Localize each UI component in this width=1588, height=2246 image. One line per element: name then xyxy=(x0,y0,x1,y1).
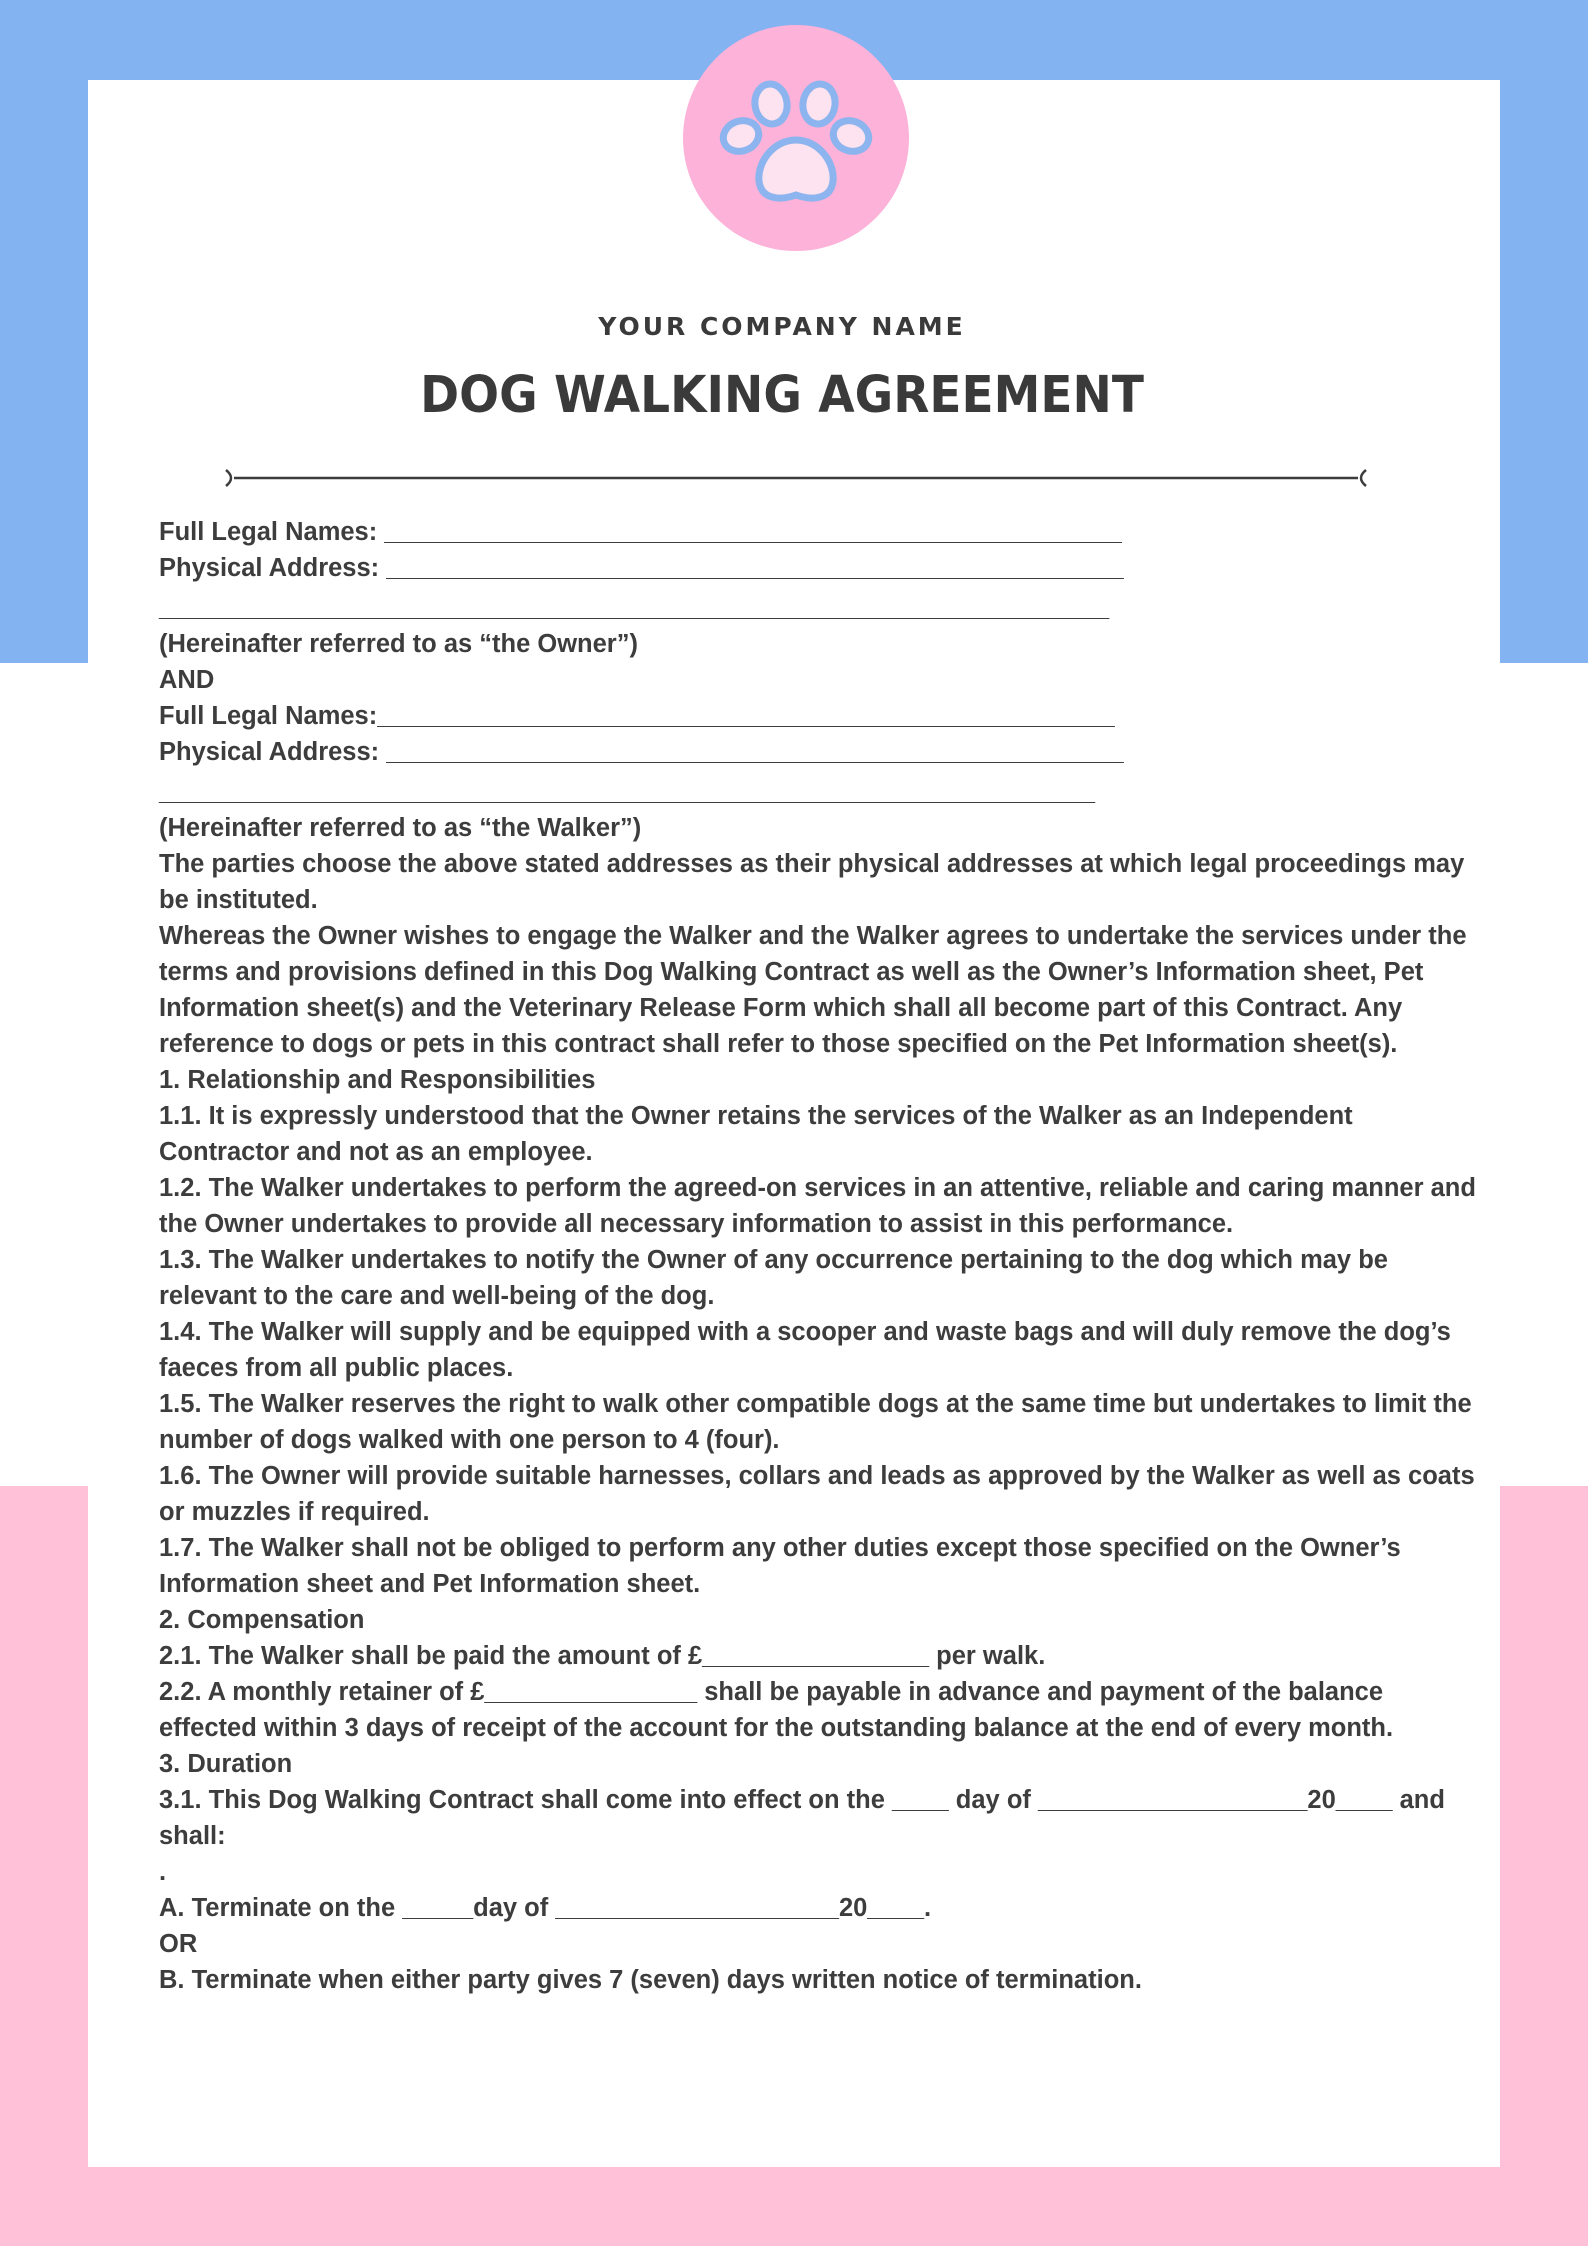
clause-1-3: 1.3. The Walker undertakes to notify the Owner of any occurrence pertaining to the dog which may be relevant to the care and well-being of the dog. xyxy=(159,1246,1388,1310)
clause-1-7: 1.7. The Walker shall not be obliged to perform any other duties except those specified on the Owner’s Information sheet and Pet Information sheet. xyxy=(159,1534,1401,1598)
section-3-heading: 3. Duration xyxy=(159,1750,293,1778)
walker-address-blank: __________________________________________________________________ xyxy=(159,778,1096,806)
clause-2-2: 2.2. A monthly retainer of £_______________ shall be payable in advance and payment of the balance effected within 3 days of receipt of the account for the outstanding balance at the end of every month. xyxy=(159,1678,1394,1742)
agreement-body xyxy=(159,514,1477,1998)
owner-address-line: Physical Address: ____________________________________________________ xyxy=(159,554,1124,582)
clause-1-5: 1.5. The Walker reserves the right to walk other compatible dogs at the same time but undertakes to limit the number of dogs walked with one person to 4 (four). xyxy=(159,1390,1472,1454)
owner-names-line: Full Legal Names: ____________________________________________________ xyxy=(159,518,1122,546)
or-label: OR xyxy=(159,1930,198,1958)
section-2-heading: 2. Compensation xyxy=(159,1606,365,1634)
paw-print-icon xyxy=(683,25,909,251)
decorative-divider xyxy=(222,466,1370,490)
clause-2-1: 2.1. The Walker shall be paid the amount of £________________ per walk. xyxy=(159,1642,1046,1670)
owner-address-blank: ___________________________________________________________________ xyxy=(159,594,1110,622)
addresses-clause: The parties choose the above stated addresses as their physical addresses at which legal proceedings may be instituted. xyxy=(159,850,1465,914)
option-b: B. Terminate when either party gives 7 (seven) days written notice of termination. xyxy=(159,1966,1142,1994)
and-label: AND xyxy=(159,666,215,694)
walker-names-line: Full Legal Names:____________________________________________________ xyxy=(159,702,1115,730)
owner-reference: (Hereinafter referred to as “the Owner”) xyxy=(159,630,638,658)
option-a: A. Terminate on the _____day of ____________________20____. xyxy=(159,1894,932,1922)
clause-1-1: 1.1. It is expressly understood that the Owner retains the services of the Walker as an Independent Contractor and not as an employee. xyxy=(159,1102,1353,1166)
dot-line: . xyxy=(159,1858,167,1886)
company-name: YOUR COMPANY NAME xyxy=(598,312,966,341)
walker-address-line: Physical Address: ____________________________________________________ xyxy=(159,738,1124,766)
clause-1-2: 1.2. The Walker undertakes to perform the agreed-on services in an attentive, reliable and caring manner and the Owner undertakes to provide all necessary information to assist in this performance. xyxy=(159,1174,1476,1238)
clause-1-6: 1.6. The Owner will provide suitable harnesses, collars and leads as approved by the Walker as well as coats or muzzles if required. xyxy=(159,1462,1475,1526)
walker-reference: (Hereinafter referred to as “the Walker”) xyxy=(159,814,642,842)
clause-3-1: 3.1. This Dog Walking Contract shall come into effect on the ____ day of ___________________20____ and shall: xyxy=(159,1786,1445,1850)
section-1-heading: 1. Relationship and Responsibilities xyxy=(159,1066,596,1094)
whereas-clause: Whereas the Owner wishes to engage the Walker and the Walker agrees to undertake the services under the terms and provisions defined in this Dog Walking Contract as well as the Owner’s Information sheet, Pet Information sheet(s) and the Veterinary Release Form which shall all become part of this Contract. Any reference to dogs or pets in this contract shall refer to those specified on the Pet Information sheet(s). xyxy=(159,922,1467,1058)
document-title: DOG WALKING AGREEMENT xyxy=(420,365,1144,426)
clause-1-4: 1.4. The Walker will supply and be equipped with a scooper and waste bags and will duly remove the dog’s faeces from all public places. xyxy=(159,1318,1451,1382)
